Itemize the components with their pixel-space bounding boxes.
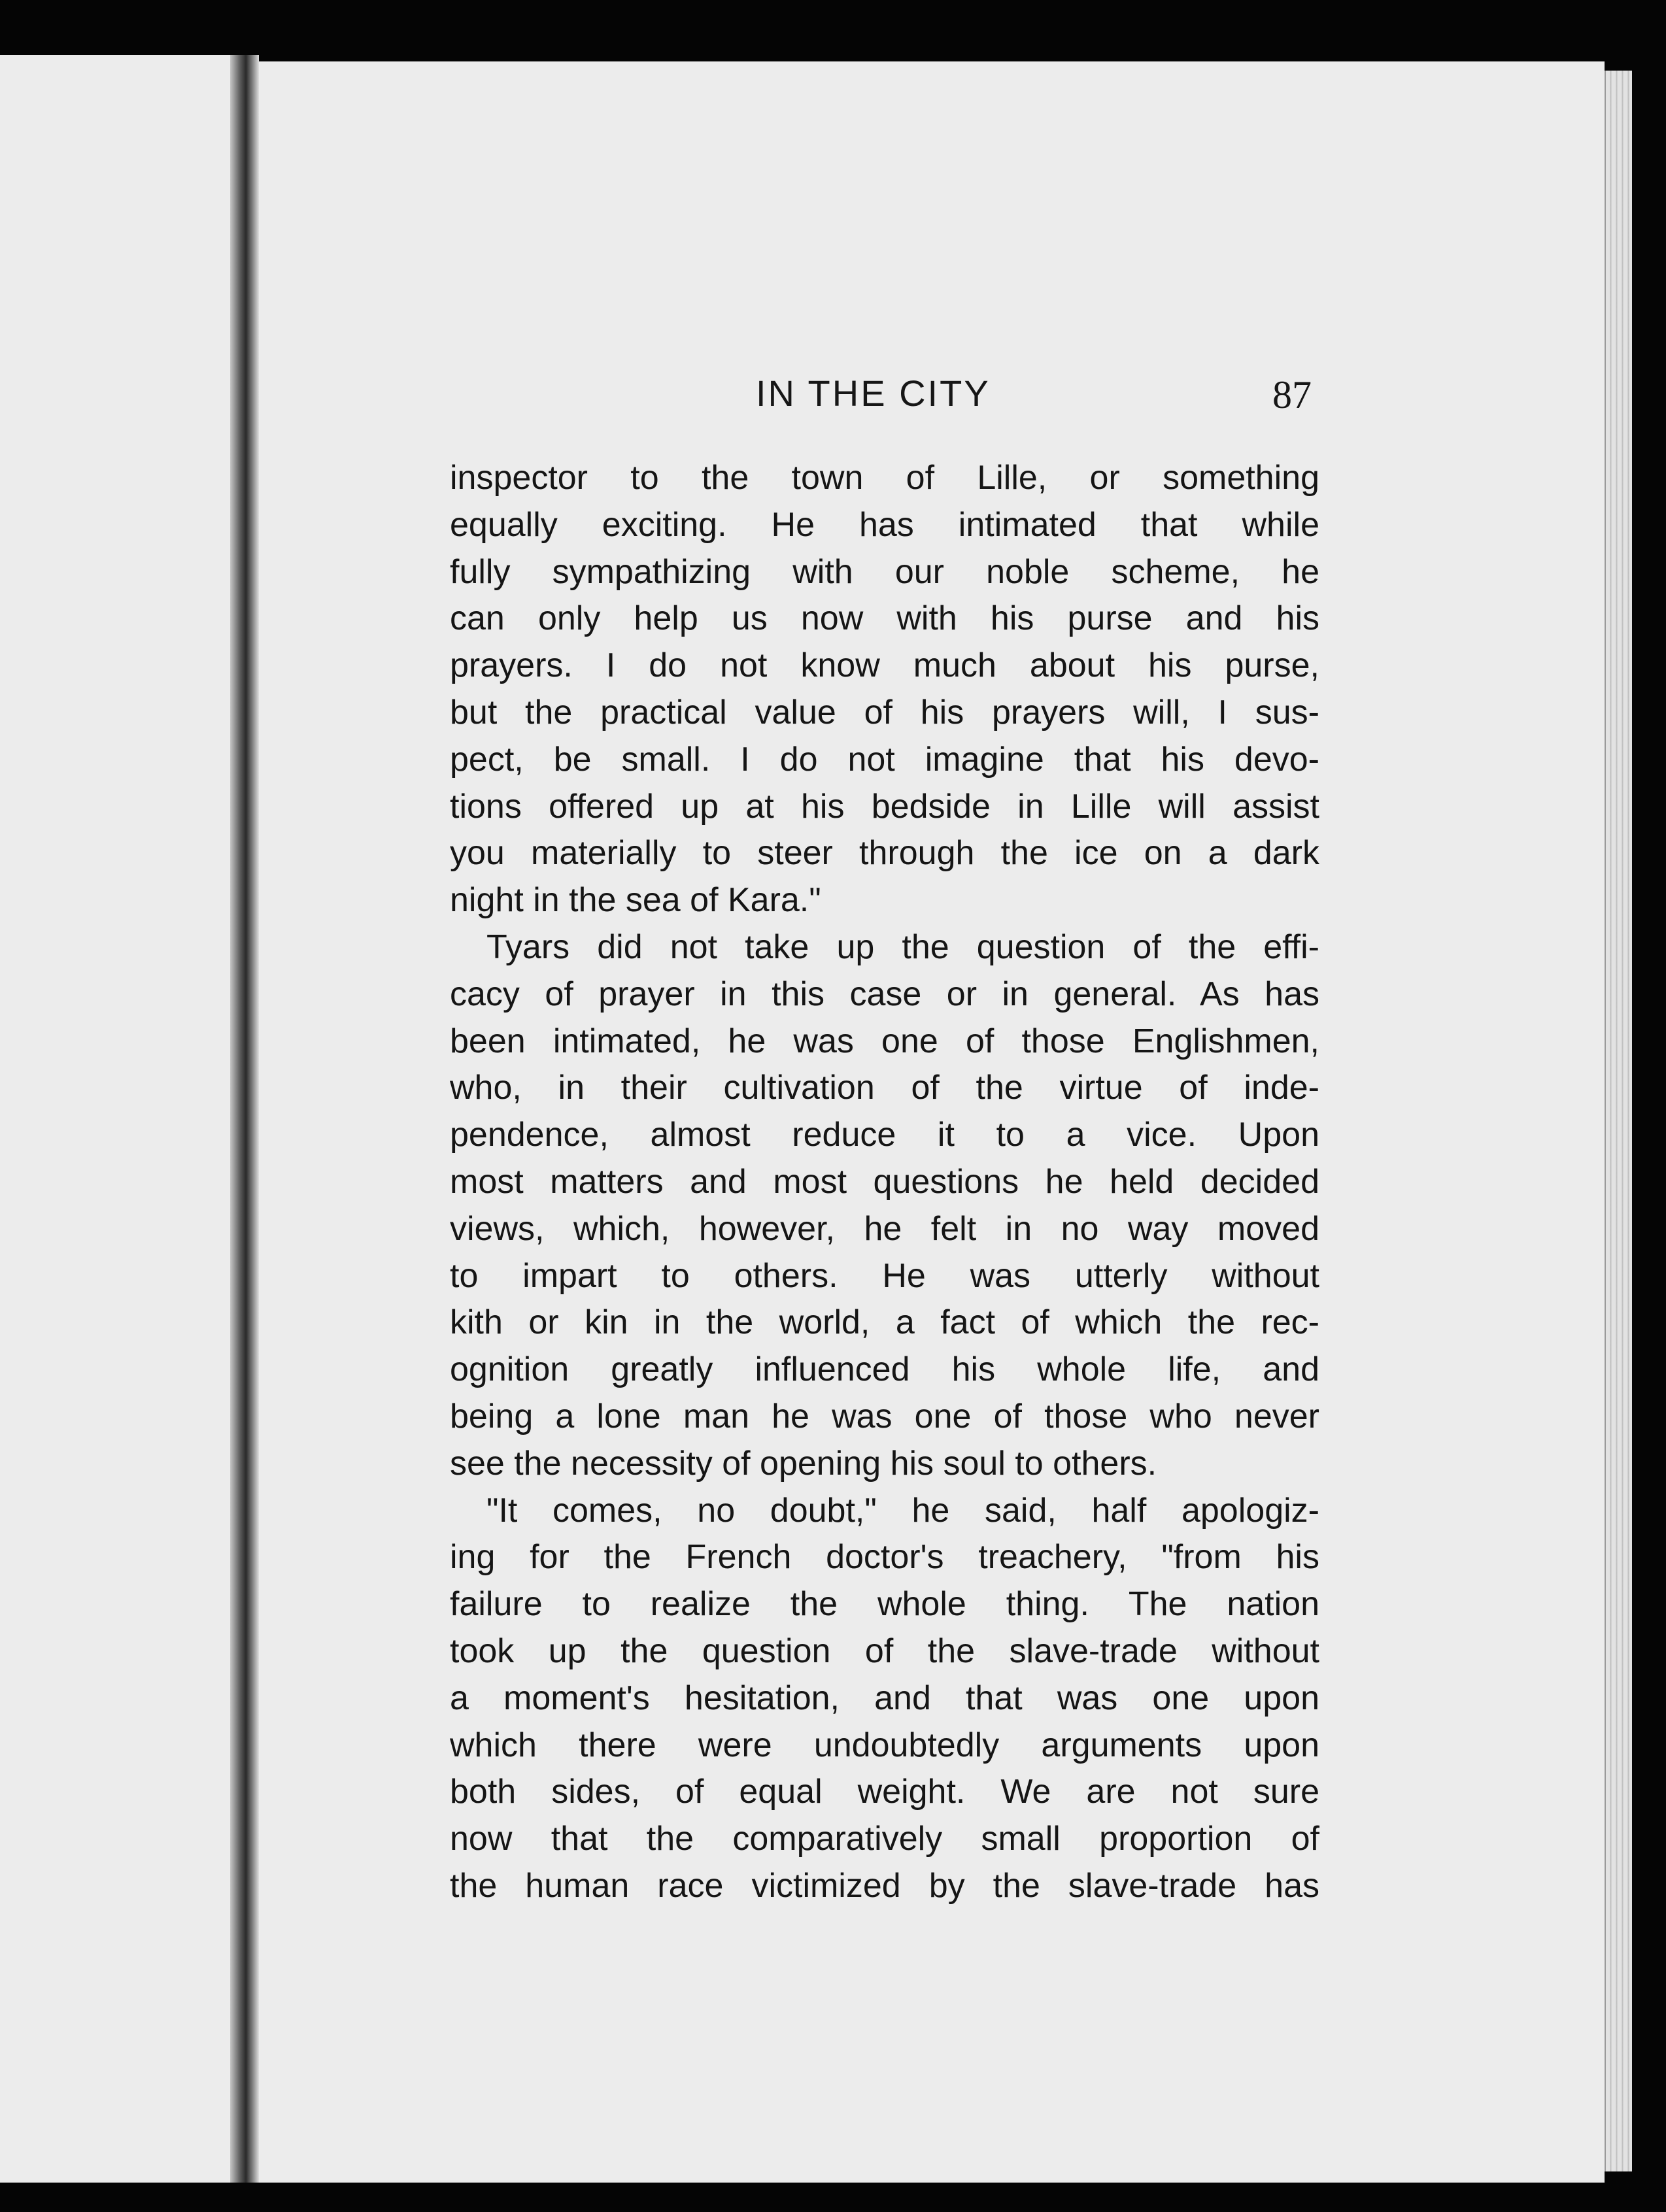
paragraph-2: [450, 924, 1319, 1488]
binding-gutter: [230, 55, 259, 2183]
text-line: you materially to steer through the ice on a dark: [450, 834, 1319, 873]
text-line: who, in their cultivation of the virtue of inde-: [450, 1069, 1319, 1107]
text-line: equally exciting. He has intimated that while: [450, 505, 1319, 544]
text-line: pect, be small. I do not imagine that his devo-: [450, 740, 1319, 779]
text-line: being a lone man he was one of those who never: [450, 1397, 1319, 1435]
text-line: which there were undoubtedly arguments upon: [450, 1726, 1319, 1764]
page-number: 87: [1272, 373, 1312, 416]
running-head-title: IN THE CITY: [756, 373, 991, 414]
text-line: both sides, of equal weight. We are not sure: [450, 1773, 1319, 1811]
running-head: [259, 320, 1605, 416]
text-line: now that the comparatively small proportion of: [450, 1820, 1319, 1858]
text-line: failure to realize the whole thing. The nation: [450, 1585, 1319, 1624]
body-text: [450, 455, 1319, 1910]
paragraph-1: [450, 455, 1319, 924]
text-line: cacy of prayer in this case or in general. As has: [450, 975, 1319, 1013]
text-line: fully sympathizing with our noble scheme, he: [450, 552, 1319, 591]
book-page: [259, 61, 1605, 2183]
paragraph-3: [450, 1488, 1319, 1910]
text-line: inspector to the town of Lille, or something: [450, 459, 1319, 497]
text-line: tions offered up at his bedside in Lille will assist: [450, 787, 1319, 826]
text-line: took up the question of the slave-trade without: [450, 1632, 1319, 1670]
text-line: night in the sea of Kara.": [450, 881, 821, 920]
text-line: see the necessity of opening his soul to others.: [450, 1444, 1157, 1483]
text-line: a moment's hesitation, and that was one upon: [450, 1679, 1319, 1717]
text-line: pendence, almost reduce it to a vice. Upon: [450, 1116, 1319, 1154]
text-line: Tyars did not take up the question of the effi-: [486, 928, 1319, 966]
text-line: kith or kin in the world, a fact of which the rec-: [450, 1303, 1319, 1342]
text-line: views, which, however, he felt in no way moved: [450, 1209, 1319, 1248]
page-edge-stack: [1605, 71, 1632, 2171]
left-facing-page: [0, 55, 230, 2183]
text-line: ing for the French doctor's treachery, "from his: [450, 1538, 1319, 1577]
text-line: ognition greatly influenced his whole life, and: [450, 1350, 1319, 1389]
text-line: the human race victimized by the slave-trade has: [450, 1866, 1319, 1905]
text-line: "It comes, no doubt," he said, half apologiz-: [486, 1491, 1319, 1530]
text-line: can only help us now with his purse and his: [450, 599, 1319, 638]
text-line: to impart to others. He was utterly without: [450, 1256, 1319, 1295]
text-line: prayers. I do not know much about his purse,: [450, 646, 1319, 685]
text-line: been intimated, he was one of those Englishmen,: [450, 1022, 1319, 1060]
text-line: but the practical value of his prayers will, I sus-: [450, 693, 1319, 731]
text-line: most matters and most questions he held decided: [450, 1162, 1319, 1201]
